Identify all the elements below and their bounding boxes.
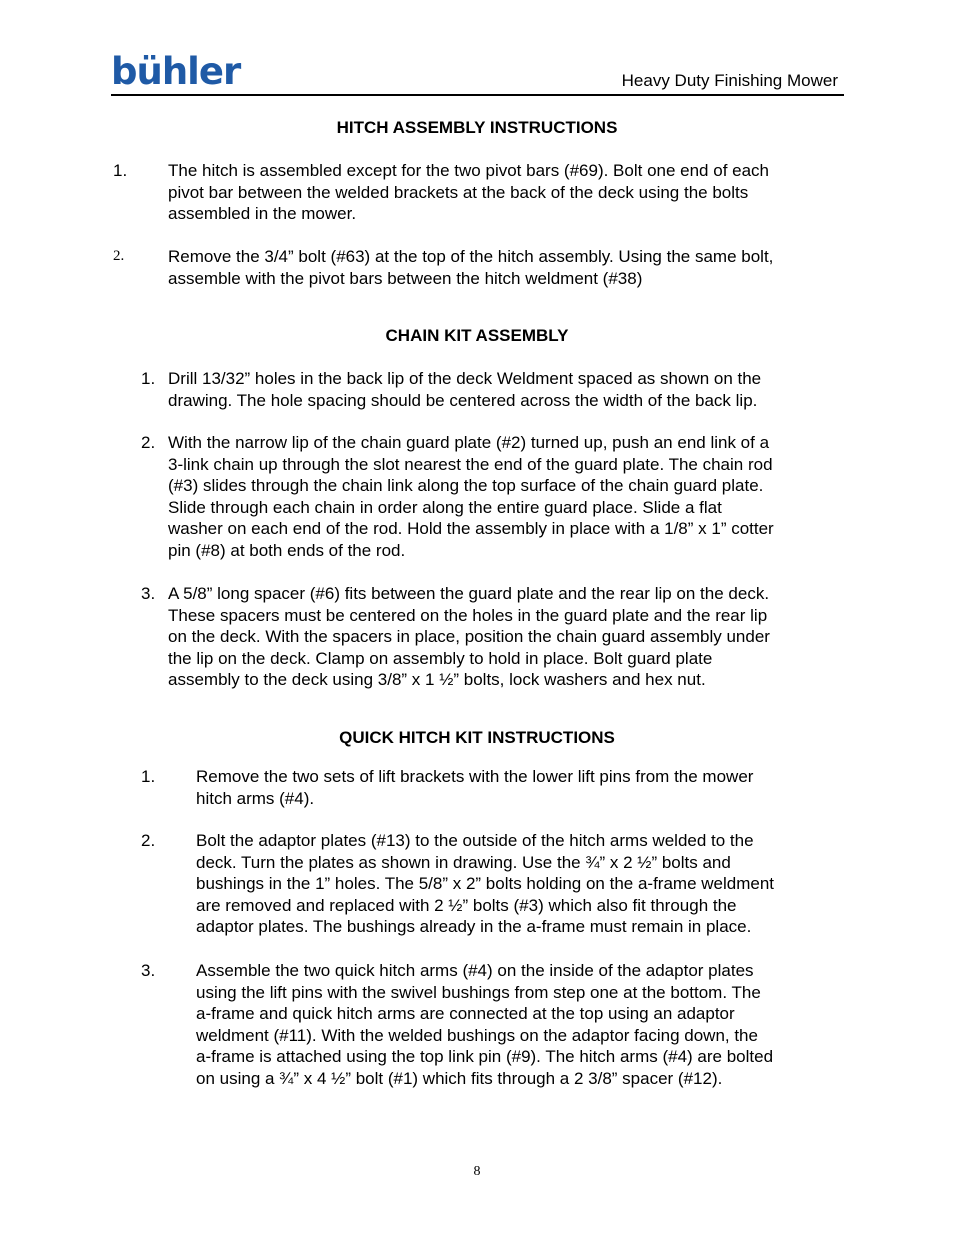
step-number: 1. — [141, 767, 156, 786]
page-number: 8 — [473, 1164, 481, 1179]
step-text: Remove the two sets of lift brackets with the lower lift pins from the mower hitch arms (#4). — [196, 767, 754, 808]
step-number: 1. — [113, 161, 128, 180]
header-rule — [111, 94, 844, 96]
step-number: 3. — [141, 584, 156, 603]
step-text: With the narrow lip of the chain guard plate (#2) turned up, push an end link of a 3-link chain up through the slot nearest the end of the guard plate. The chain rod (#3) slides through the chain link along the top surface of the chain guard plate. Slide through each chain in order along the entire guard place. Slide a flat washer on each end of the rod. Hold the assembly in place with a 1/8” x 1” cotter pin (#8) at both ends of the rod. — [168, 433, 774, 560]
step-text: Drill 13/32” holes in the back lip of the deck Weldment spaced as shown on the drawing. The hole spacing should be centered across the width of the back lip. — [168, 369, 762, 410]
step-text: Remove the 3/4” bolt (#63) at the top of the hitch assembly. Using the same bolt, assemble with the pivot bars between the hitch weldment (#38) — [168, 247, 774, 288]
step-text: A 5/8” long spacer (#6) fits between the guard plate and the rear lip on the deck. These spacers must be centered on the holes in the guard plate and the rear lip on the deck. With the spacers in place, position the chain guard assembly under the lip on the deck. Clamp on assembly to hold in place. Bolt guard plate assembly to the deck using 3/8” x 1 ½” bolts, lock washers and hex nut. — [168, 584, 770, 690]
step-text: The hitch is assembled except for the two pivot bars (#69). Bolt one end of each pivot bar between the welded brackets at the back of the deck using the bolts assembled in the mower. — [168, 161, 770, 224]
header-title: Heavy Duty Finishing Mower — [621, 71, 838, 90]
step-number: 2. — [141, 433, 156, 452]
section-title-hitch-assembly: HITCH ASSEMBLY INSTRUCTIONS — [336, 118, 618, 137]
section-title-quick-hitch: QUICK HITCH KIT INSTRUCTIONS — [339, 728, 615, 747]
step-number: 2. — [113, 248, 125, 264]
step-text: Assemble the two quick hitch arms (#4) on the inside of the adaptor plates using the lift pins with the swivel bushings from step one at the bottom. The a-frame and quick hitch arms are connected at the top using an adaptor weldment (#11). With the welded bushings on the adaptor facing down, the a-frame is attached using the top link pin (#9). The hitch arms (#4) are bolted on using a ¾” x 4 ½” bolt (#1) which fits through a 2 3/8” spacer (#12). — [196, 961, 774, 1088]
logo: bühler — [111, 50, 241, 93]
step-number: 1. — [141, 369, 156, 388]
step-text: Bolt the adaptor plates (#13) to the outside of the hitch arms welded to the deck. Turn the plates as shown in drawing. Use the ¾” x 2 ½” bolts and bushings in the 1” holes. The 5/8” x 2” bolts holding on the a-frame weldment are removed and replaced with 2 ½” bolts (#3) which also fit through the adaptor plates. The bushings already in the a-frame must remain in place. — [196, 831, 775, 937]
step-number: 3. — [141, 961, 156, 980]
step-number: 2. — [141, 831, 156, 850]
section-title-chain-kit: CHAIN KIT ASSEMBLY — [385, 326, 569, 345]
